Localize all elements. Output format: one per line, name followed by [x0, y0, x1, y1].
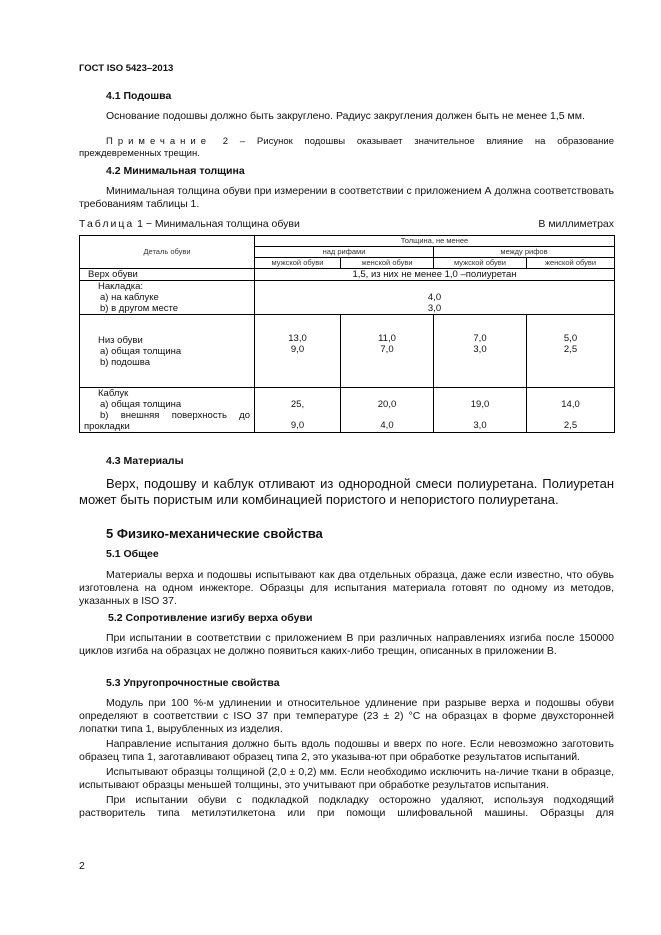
- h-col: мужской обуви: [255, 258, 341, 269]
- table-row: [80, 315, 615, 388]
- row-label: Низ обуви: [98, 334, 143, 346]
- s42-text: Минимальная толщина обуви при измерении в соответствии с приложением А должна соответствовать требованиям таблицы 1.: [79, 185, 614, 210]
- note-label: Примечание: [106, 136, 211, 147]
- cell: 9,0: [290, 420, 305, 431]
- s5-title: 5 Физико-механические свойства: [106, 526, 323, 541]
- s53-p1: Модуль при 100 %-м удлинении и относительное удлинение при разрыве верха и подошвы обуви определяют в соответствии с ISO 37 при температуре (23 ± 2) °С на образцах в форме двухсторонней лопатки типа 1, вырубленных из изделия.: [79, 697, 614, 735]
- s43-title: 4.3 Материалы: [106, 455, 184, 467]
- s53-p4: При испытании обуви с подкладкой подкладку осторожно удаляют, используя подходящий растворитель типа метилэтилкетона или при помощи шлифовальной машины. Образцы для: [79, 794, 614, 819]
- table-caption: [79, 218, 614, 231]
- h-col: женской обуви: [341, 258, 434, 269]
- cell: 5,0: [563, 333, 578, 344]
- row-sub: b) в другом месте: [100, 303, 179, 314]
- cell: 7,0: [473, 333, 487, 344]
- row-sub: а) общая толщина: [100, 399, 182, 410]
- cell: 20,0: [377, 399, 397, 410]
- h-col: мужской обуви: [434, 258, 527, 269]
- s52-text: При испытании в соответствии с приложением В при различных направлениях изгиба после 150000 циклов изгиба на образцах не должно появиться каких-либо трещин, описанных в приложении В.: [79, 632, 614, 657]
- row-sub: b) подошва: [100, 356, 150, 368]
- cell: 13,0: [288, 333, 307, 344]
- row-label: Накладка:: [98, 281, 144, 292]
- s43-text: Верх, подошву и каблук отливают из однородной смеси полиуретана. Полиуретан может быть пористым или комбинацией пористого и непористого полиуретана.: [79, 476, 614, 507]
- caption-label: Таблица: [79, 218, 135, 230]
- table-row: [80, 281, 615, 315]
- page-number: 2: [79, 860, 85, 872]
- row-value: 1,5, из них не менее 1,0 –полиуретан: [255, 269, 615, 281]
- s41-text: Основание подошвы должно быть закруглено. Радиус закругления должен быть не менее 1,5 мм.: [106, 110, 585, 122]
- s52-title: 5.2 Сопротивление изгибу верха обуви: [108, 612, 313, 624]
- cell: 2,5: [563, 420, 578, 431]
- note-text: 2 – Рисунок подошвы оказывает значительное влияние на образование преждевременных трещин.: [79, 136, 614, 159]
- cell: 4,0: [427, 292, 442, 303]
- cell: 3,0: [473, 420, 487, 431]
- cell: 7,0: [380, 344, 394, 355]
- table-row: [80, 269, 615, 281]
- row-sub: а) на каблуке: [100, 292, 159, 303]
- cell: 2,5: [563, 344, 578, 355]
- h-detail: Деталь обуви: [80, 236, 255, 269]
- table-row: [80, 388, 615, 433]
- cell: 9,0: [290, 344, 305, 355]
- row-label: Каблук: [98, 388, 129, 399]
- cell: 19,0: [470, 399, 490, 410]
- cell: 25,: [290, 399, 305, 410]
- doc-header: ГОСТ ISO 5423–2013: [79, 63, 174, 74]
- row-sub: b) внешняя поверхность до прокладки: [84, 410, 250, 432]
- h-col: женской обуви: [527, 258, 615, 269]
- cell: 3,0: [427, 303, 442, 314]
- row-label: Верх обуви: [80, 269, 255, 281]
- cell: 11,0: [378, 333, 396, 344]
- caption-text: 1 − Минимальная толщина обуви: [134, 218, 300, 230]
- s42-title: 4.2 Минимальная толщина: [106, 165, 245, 177]
- thickness-table: [79, 235, 615, 433]
- h-between: между рифов: [434, 247, 615, 258]
- h-thick: Толщина, не менее: [255, 236, 615, 247]
- s53-body: [79, 697, 614, 820]
- s41-title: 4.1 Подошва: [106, 90, 172, 102]
- h-over: над рифами: [255, 247, 434, 258]
- cell: 4,0: [380, 420, 394, 431]
- s41-note: [79, 136, 614, 160]
- s51-title: 5.1 Общее: [106, 548, 159, 560]
- units: В миллиметрах: [538, 218, 614, 230]
- s51-text: Материалы верха и подошвы испытывают как два отдельных образца, даже если известно, что обувь изготовлена на одном инжекторе. Образцы для испытания материала готовят по одному из методов, указанных в ISO 37.: [79, 569, 614, 607]
- row-sub: а) общая толщина: [100, 345, 182, 357]
- s53-p3: Испытывают образцы толщиной (2,0 ± 0,2) мм. Если необходимо исключить на-личие ткани в образце, испытывают образцы меньшей толщины, это учитывают при обработке результатов испытания.: [79, 766, 614, 791]
- s53-title: 5.3 Упругопрочностные свойства: [106, 677, 280, 689]
- s53-p2: Направление испытания должно быть вдоль подошвы и вверх по ноге. Если невозможно заготовить образец типа 1, заготавливают образец типа 2, это указыва-ют при обработке результатов испытаний.: [79, 738, 614, 763]
- cell: 3,0: [473, 344, 487, 355]
- cell: 14,0: [561, 399, 580, 410]
